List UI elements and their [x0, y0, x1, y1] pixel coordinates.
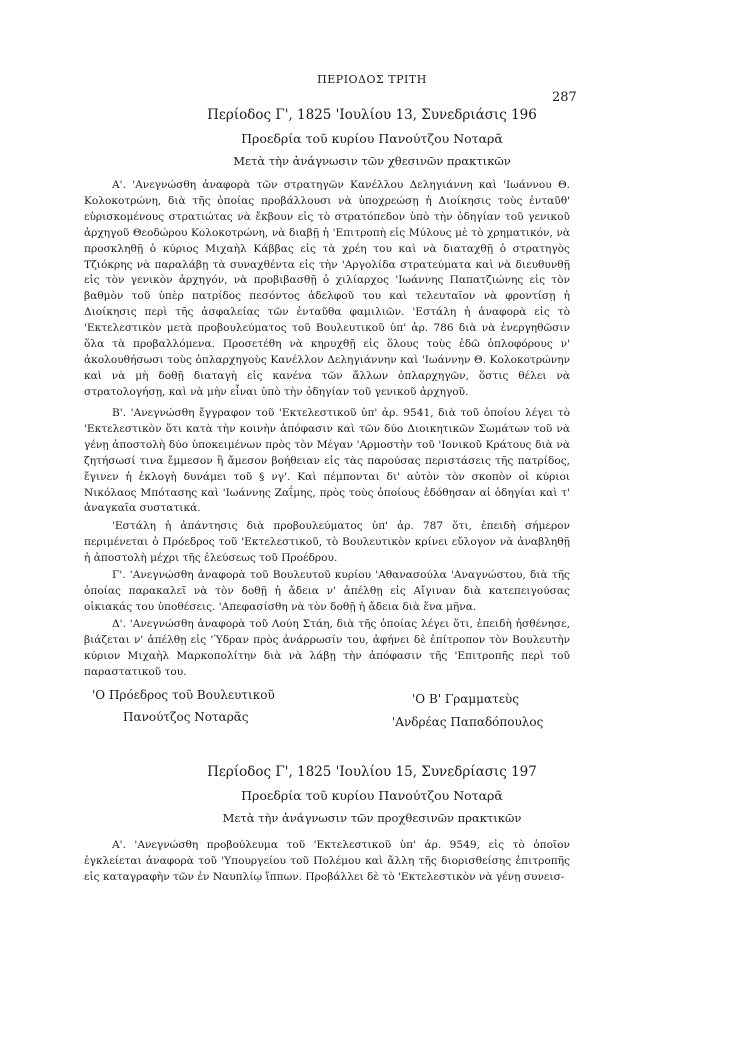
signature-president-title: 'Ο Πρόεδρος τοῦ Βουλευτικοῦ — [92, 688, 275, 702]
session-197-heading: Περίοδος Γ', 1825 'Ιουλίου 15, Συνεδρίασις 197 — [207, 764, 537, 780]
session-196-presidency: Προεδρία τοῦ κυρίου Πανούτζου Νοταρᾶ — [241, 131, 503, 146]
session-196-paragraph-reply: 'Εστάλη ἡ ἀπάντησις διὰ προβουλεύματος ὑπ' ἀρ. 787 ὅτι, ἐπειδὴ σήμερον περιμένεται ὁ Πρόεδρος τοῦ 'Εκτελεστικοῦ, τὸ Βουλευτικὸν κρίνει εὔλογον νὰ ἀναβληθῇ ἡ ἀποστολὴ μέχρι τῆς ἐλεύσεως τοῦ Προέδρου. — [84, 520, 570, 564]
session-197-reading-note: Μετὰ τὴν ἀνάγνωσιν τῶν προχθεσινῶν πρακτικῶν — [222, 811, 522, 825]
session-196-paragraph-b: Β'. 'Ανεγνώσθη ἔγγραφον τοῦ 'Εκτελεστικοῦ ὑπ' ἀρ. 9541, διὰ τοῦ ὁποίου λέγει τὸ 'Εκτελεστικὸν ὅτι κατὰ τὴν κοινὴν ἀπόφασιν καὶ τῶν δύο Διοικητικῶν Σωμάτων τοῦ νὰ γένῃ ἀποστολὴ δύο ὑποκειμένων πρὸς τὸν Μέγαν 'Αρμοστὴν τοῦ 'Ιονικοῦ Κράτους διὰ νὰ ζητήσωσί τινα ἔμμεσον ἢ ἄμεσον βοήθειαν εἰς τὰς παρούσας περιστάσεις τῆς πατρίδος, ἔγινεν ἡ ἐκλογὴ δυνάμει τοῦ § νγ'. Καὶ πέμπονται δι' αὐτὸν τὸν σκοπὸν οἱ κύριοι Νικόλαος Μπότασης καὶ 'Ιωάννης Ζαΐμης, πρὸς τοὺς ὁποίους ἐδόθησαν αἱ ὁδηγίαι καὶ τ' ἀναγκαῖα συστατικά. — [84, 407, 570, 515]
signature-president-name: Πανούτζος Νοταρᾶς — [123, 710, 249, 724]
page-number: 287 — [552, 90, 577, 105]
session-196-paragraph-d: Δ'. 'Ανεγνώσθη ἀναφορὰ τοῦ Λούη Στάη, διὰ τῆς ὁποίας λέγει ὅτι, ἐπειδὴ ἠσθένησε, βιάζεται ν' ἀπέλθῃ εἰς 'Ύδραν πρὸς ἀνάρρωσίν του, ἀφήνει δὲ ἐπίτροπον τὸν Βουλευτὴν κύριον Μιχαὴλ Μαρκοπολίτην διὰ νὰ λάβῃ τὴν ἀπόφασιν τῆς 'Επιτροπῆς περὶ τοῦ παραστατικοῦ του. — [84, 618, 570, 678]
signature-secretary-title: 'Ο Β' Γραμματεὺς — [412, 692, 519, 706]
session-196-heading: Περίοδος Γ', 1825 'Ιουλίου 13, Συνεδριάσις 196 — [207, 107, 537, 123]
session-197-paragraph-a: Α'. 'Ανεγνώσθη προβούλευμα τοῦ 'Εκτελεστικοῦ ὑπ' ἀρ. 9549, εἰς τὸ ὁποῖον ἐγκλείεται ἀναφορὰ τοῦ 'Υπουργείου τοῦ Πολέμου καὶ ἄλλη τῆς διορισθείσης ἐπιτροπῆς εἰς καταγραφὴν τῶν ἐν Ναυπλίῳ ἵππων. Προβάλλει δὲ τὸ 'Εκτελεστικὸν νὰ γένῃ συνεισ- — [84, 839, 570, 883]
signature-secretary-name: 'Ανδρέας Παπαδόπουλος — [392, 715, 544, 729]
session-196-paragraph-c: Γ'. 'Ανεγνώσθη ἀναφορὰ τοῦ Βουλευτοῦ κυρίου 'Αθανασούλα 'Αναγνώστου, διὰ τῆς ὁποίας παρακαλεῖ νὰ τὸν δοθῇ ἡ ἄδεια ν' ἀπέλθῃ εἰς Αἴγιναν διὰ κατεπειγούσας οἰκιακάς του ὑποθέσεις. 'Απεφασίσθη νὰ τὸν δοθῇ ἡ ἄδεια διὰ ἕνα μῆνα. — [84, 569, 570, 613]
session-196-reading-note: Μετὰ τὴν ἀνάγνωσιν τῶν χθεσινῶν πρακτικῶν — [233, 154, 511, 168]
session-196-paragraph-a: Α'. 'Ανεγνώσθη ἀναφορὰ τῶν στρατηγῶν Κανέλλου Δεληγιάννη καὶ 'Ιωάννου Θ. Κολοκοτρώνη, διὰ τῆς ὁποίας προβάλλουσι νὰ ὑποχρεώσῃ ἡ Διοίκησις τοὺς ἐνταῦθ' εὑρισκομένους στρατιώτας νὰ ἔκβουν εἰς τὸ στρατόπεδον ὑπὸ τὴν ὁδηγίαν τοῦ γενικοῦ ἀρχηγοῦ Θεοδώρου Κολοκοτρώνη, νὰ διαβῇ ἡ 'Επιτροπὴ εἰς Μύλους μὲ τὸ χρηματικόν, νὰ προσκληθῇ ὁ κύριος Μιχαὴλ Κάββας εἰς τὰ χρέη του καὶ νὰ διαταχθῇ ὁ στρατηγὸς Τζιόκρης νὰ παραλάβῃ τὰ συναχθέντα εἰς τὴν 'Αργολίδα στρατεύματα καὶ νὰ διευθυνθῇ εἰς τὸν γενικὸν ἀρχηγόν, νὰ προβιβασθῇ ὁ χιλίαρχος 'Ιωάννης Παπατζιώνης εἰς τὸν βαθμὸν τοῦ ὑπὲρ πατρίδος πεσόντος ἀδελφοῦ του καὶ τελευταῖον νὰ φροντίσῃ ἡ Διοίκησις περὶ τῆς ἀσφαλείας τῶν ἐνταῦθα φαμιλιῶν. 'Εστάλη ἡ ἀναφορὰ εἰς τὸ 'Εκτελεστικὸν μετὰ προβουλεύματος τοῦ Βουλευτικοῦ ὑπ' ἀρ. 786 διὰ νὰ ἐνεργηθῶσιν ὅλα τὰ προβαλλόμενα. Προσετέθη νὰ κηρυχθῇ εἰς ὅλους τοὺς ἐδῶ ὁπλοφόρους ν' ἀκολουθήσωσι τοὺς ὁπλαρχηγοὺς Κανέλλον Δεληγιάννην καὶ 'Ιωάννην Θ. Κολοκοτρώνην καὶ νὰ μὴ δοθῇ διαταγὴ εἰς κανένα τῶν ἄλλων ὁπλαρχηγῶν, ὅστις θέλει νὰ στρατολογήσῃ, καὶ νὰ μὴν εἶναι ὑπὸ τὴν ὁδηγίαν τοῦ γενικοῦ ἀρχηγοῦ. — [84, 179, 570, 398]
running-head: ΠΕΡΙΟΔΟΣ ΤΡΙΤΗ — [317, 73, 427, 86]
session-197-presidency: Προεδρία τοῦ κυρίου Πανούτζου Νοταρᾶ — [241, 788, 503, 803]
